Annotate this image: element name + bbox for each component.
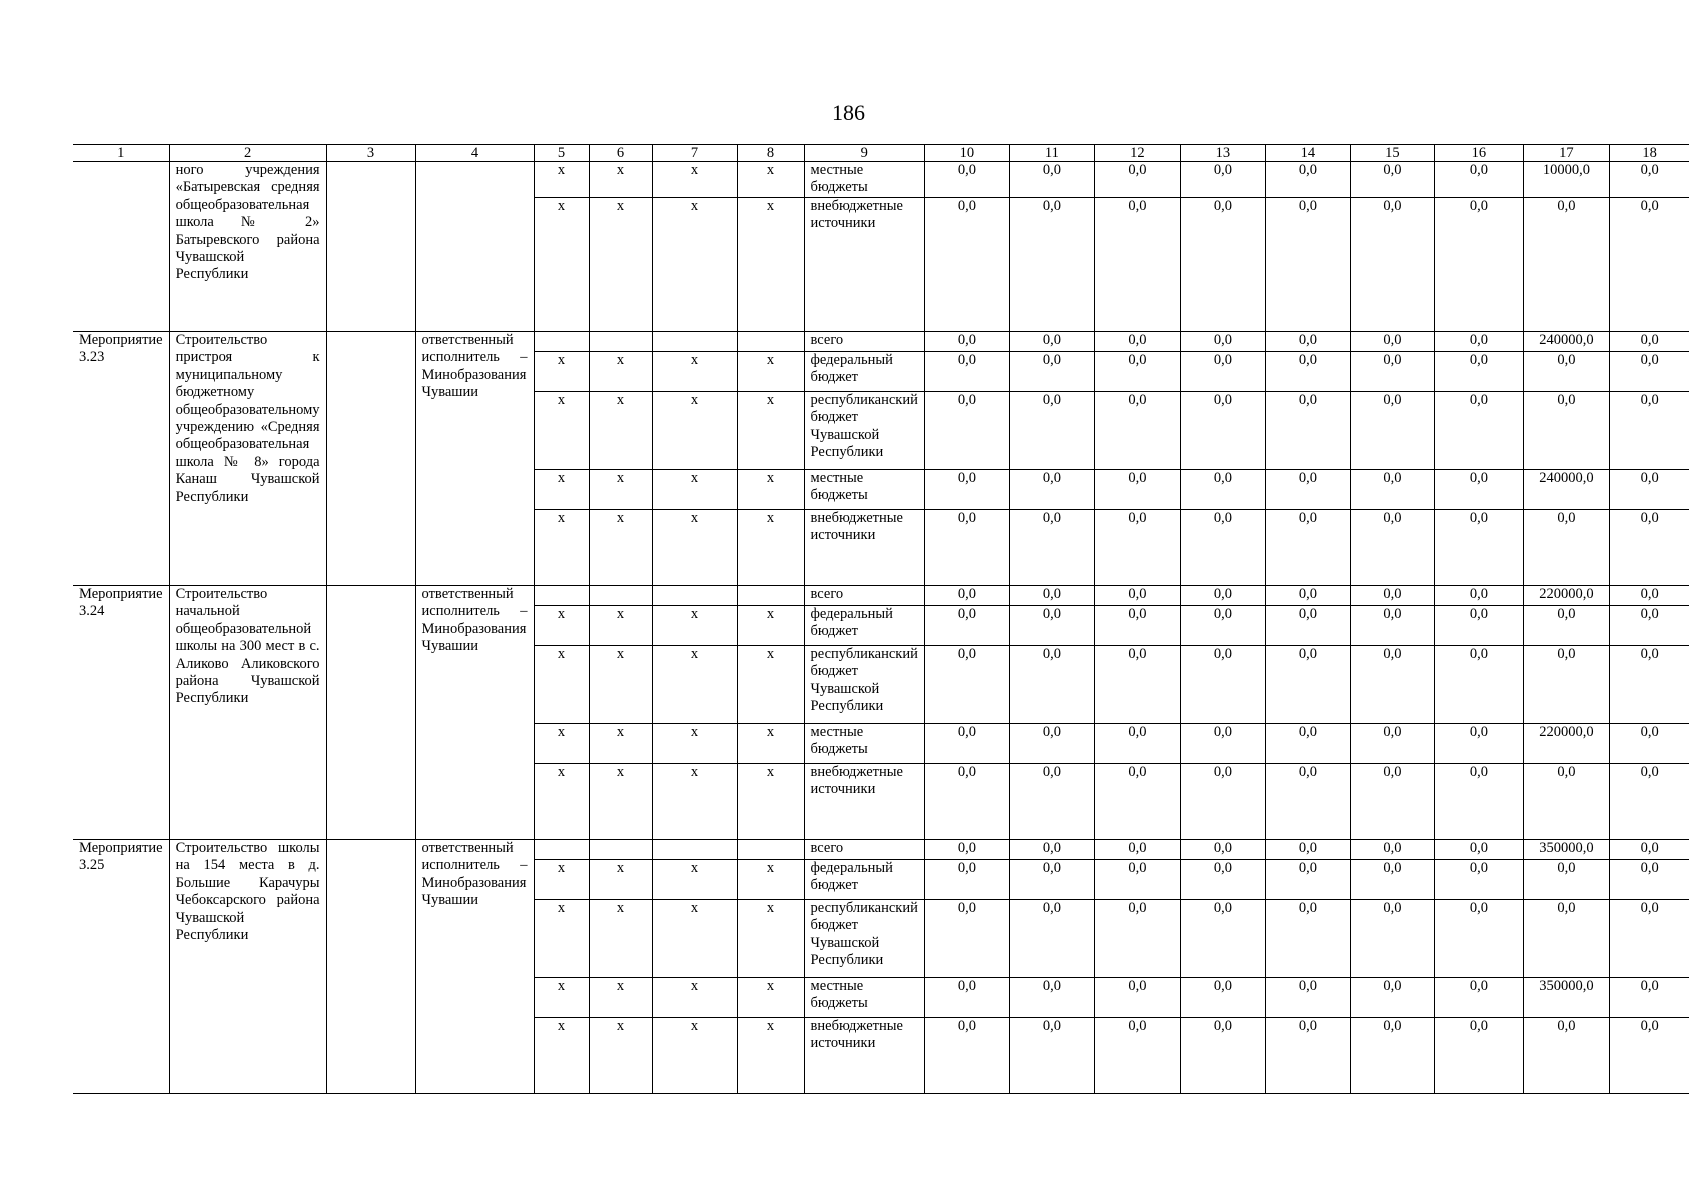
- measure-label-cell: [73, 162, 169, 332]
- value-cell: 240000,0: [1523, 470, 1609, 510]
- value-cell: 0,0: [1009, 352, 1094, 392]
- funding-source-cell: всего: [804, 586, 924, 606]
- table-row: [73, 586, 1689, 606]
- value-cell: 0,0: [1609, 764, 1689, 840]
- column-number: 11: [1009, 145, 1094, 162]
- value-cell: 0,0: [1265, 392, 1350, 470]
- x-mark-cell: x: [534, 764, 589, 840]
- x-mark-cell: [534, 586, 589, 606]
- value-cell: 0,0: [1009, 1018, 1094, 1094]
- value-cell: 0,0: [1434, 510, 1523, 586]
- value-cell: 0,0: [1523, 860, 1609, 900]
- column-number: 4: [415, 145, 534, 162]
- value-cell: 0,0: [1609, 840, 1689, 860]
- measure-label-cell: Мероприятие 3.24: [73, 586, 169, 840]
- value-cell: 0,0: [1609, 332, 1689, 352]
- x-mark-cell: x: [589, 764, 652, 840]
- value-cell: 0,0: [1265, 724, 1350, 764]
- value-cell: 0,0: [1094, 586, 1180, 606]
- x-mark-cell: x: [737, 900, 804, 978]
- column-number: 7: [652, 145, 737, 162]
- value-cell: 0,0: [924, 978, 1009, 1018]
- value-cell: 0,0: [1265, 606, 1350, 646]
- x-mark-cell: x: [737, 978, 804, 1018]
- x-mark-cell: [589, 332, 652, 352]
- column-number: 9: [804, 145, 924, 162]
- value-cell: 0,0: [1180, 646, 1265, 724]
- value-cell: 0,0: [1434, 606, 1523, 646]
- value-cell: 220000,0: [1523, 724, 1609, 764]
- x-mark-cell: x: [652, 352, 737, 392]
- value-cell: 0,0: [1265, 352, 1350, 392]
- funding-source-cell: всего: [804, 840, 924, 860]
- value-cell: 0,0: [924, 332, 1009, 352]
- x-mark-cell: x: [652, 860, 737, 900]
- value-cell: 0,0: [924, 198, 1009, 332]
- value-cell: 0,0: [1265, 860, 1350, 900]
- column-number: 15: [1350, 145, 1434, 162]
- funding-source-cell: всего: [804, 332, 924, 352]
- table-row: [73, 332, 1689, 352]
- value-cell: 0,0: [1009, 470, 1094, 510]
- value-cell: 0,0: [1609, 586, 1689, 606]
- column-number: 17: [1523, 145, 1609, 162]
- x-mark-cell: x: [652, 724, 737, 764]
- x-mark-cell: x: [737, 606, 804, 646]
- x-mark-cell: [737, 332, 804, 352]
- value-cell: 0,0: [1434, 724, 1523, 764]
- x-mark-cell: x: [737, 198, 804, 332]
- value-cell: 0,0: [1434, 646, 1523, 724]
- empty-cell: [326, 840, 415, 1094]
- x-mark-cell: x: [534, 860, 589, 900]
- value-cell: 0,0: [924, 860, 1009, 900]
- value-cell: 0,0: [1094, 978, 1180, 1018]
- x-mark-cell: x: [589, 162, 652, 198]
- responsible-cell: ответственный исполнитель – Минобразования Чувашии: [415, 840, 534, 1094]
- value-cell: 0,0: [1009, 764, 1094, 840]
- x-mark-cell: x: [589, 392, 652, 470]
- x-mark-cell: x: [534, 900, 589, 978]
- value-cell: 0,0: [1265, 586, 1350, 606]
- value-cell: 0,0: [1265, 332, 1350, 352]
- x-mark-cell: x: [534, 606, 589, 646]
- value-cell: 0,0: [1180, 392, 1265, 470]
- value-cell: 0,0: [924, 900, 1009, 978]
- value-cell: 0,0: [1094, 606, 1180, 646]
- value-cell: 0,0: [1265, 470, 1350, 510]
- x-mark-cell: x: [737, 352, 804, 392]
- value-cell: 0,0: [1094, 860, 1180, 900]
- value-cell: 0,0: [1434, 1018, 1523, 1094]
- page-number: 186: [832, 100, 865, 125]
- value-cell: 0,0: [1523, 646, 1609, 724]
- value-cell: 0,0: [1350, 606, 1434, 646]
- x-mark-cell: x: [534, 470, 589, 510]
- value-cell: 0,0: [1094, 646, 1180, 724]
- value-cell: 0,0: [1523, 764, 1609, 840]
- value-cell: 0,0: [1523, 198, 1609, 332]
- value-cell: 0,0: [1009, 724, 1094, 764]
- funding-source-cell: республиканский бюджет Чувашской Республики: [804, 392, 924, 470]
- column-number: 18: [1609, 145, 1689, 162]
- value-cell: 0,0: [1180, 860, 1265, 900]
- x-mark-cell: x: [589, 860, 652, 900]
- value-cell: 0,0: [1009, 510, 1094, 586]
- value-cell: 0,0: [1350, 392, 1434, 470]
- value-cell: 0,0: [924, 162, 1009, 198]
- column-number: 10: [924, 145, 1009, 162]
- column-number: 6: [589, 145, 652, 162]
- column-number: 16: [1434, 145, 1523, 162]
- measure-name-cell: Строительство пристроя к муниципальному бюджетному общеобразовательному учреждению «Средняя общеобразовательная школа № 8» города Канаш Чувашской Республики: [169, 332, 326, 586]
- value-cell: 0,0: [924, 392, 1009, 470]
- funding-source-cell: республиканский бюджет Чувашской Республики: [804, 646, 924, 724]
- column-number: 1: [73, 145, 169, 162]
- value-cell: 0,0: [1094, 764, 1180, 840]
- value-cell: 0,0: [1350, 198, 1434, 332]
- table-row: [73, 840, 1689, 860]
- value-cell: 0,0: [1609, 1018, 1689, 1094]
- value-cell: 0,0: [1523, 352, 1609, 392]
- value-cell: 0,0: [1094, 724, 1180, 764]
- value-cell: 0,0: [1094, 392, 1180, 470]
- x-mark-cell: x: [534, 724, 589, 764]
- value-cell: 0,0: [1609, 352, 1689, 392]
- value-cell: 0,0: [1180, 352, 1265, 392]
- value-cell: 0,0: [1523, 900, 1609, 978]
- column-number: 2: [169, 145, 326, 162]
- column-number: 5: [534, 145, 589, 162]
- x-mark-cell: x: [589, 724, 652, 764]
- value-cell: 350000,0: [1523, 978, 1609, 1018]
- empty-cell: [326, 162, 415, 332]
- value-cell: 0,0: [924, 470, 1009, 510]
- x-mark-cell: x: [652, 900, 737, 978]
- funding-source-cell: внебюджетные источники: [804, 764, 924, 840]
- value-cell: 0,0: [1434, 586, 1523, 606]
- value-cell: 0,0: [1094, 900, 1180, 978]
- x-mark-cell: x: [652, 162, 737, 198]
- x-mark-cell: [534, 332, 589, 352]
- value-cell: 240000,0: [1523, 332, 1609, 352]
- funding-source-cell: внебюджетные источники: [804, 510, 924, 586]
- value-cell: 0,0: [1523, 1018, 1609, 1094]
- value-cell: 0,0: [1180, 900, 1265, 978]
- value-cell: 10000,0: [1523, 162, 1609, 198]
- value-cell: 0,0: [1180, 470, 1265, 510]
- funding-source-cell: местные бюджеты: [804, 162, 924, 198]
- x-mark-cell: x: [652, 646, 737, 724]
- value-cell: 0,0: [1180, 586, 1265, 606]
- x-mark-cell: x: [589, 1018, 652, 1094]
- funding-source-cell: местные бюджеты: [804, 724, 924, 764]
- x-mark-cell: x: [737, 392, 804, 470]
- value-cell: 0,0: [1265, 764, 1350, 840]
- x-mark-cell: x: [589, 606, 652, 646]
- funding-source-cell: республиканский бюджет Чувашской Республики: [804, 900, 924, 978]
- x-mark-cell: x: [737, 510, 804, 586]
- column-number: 12: [1094, 145, 1180, 162]
- value-cell: 0,0: [1609, 162, 1689, 198]
- value-cell: 0,0: [1609, 978, 1689, 1018]
- column-number-row: [73, 145, 1689, 162]
- funding-source-cell: федеральный бюджет: [804, 860, 924, 900]
- x-mark-cell: x: [737, 860, 804, 900]
- x-mark-cell: [737, 840, 804, 860]
- x-mark-cell: x: [534, 352, 589, 392]
- value-cell: 0,0: [1350, 724, 1434, 764]
- x-mark-cell: [534, 840, 589, 860]
- value-cell: 0,0: [1350, 900, 1434, 978]
- value-cell: 0,0: [1094, 840, 1180, 860]
- value-cell: 0,0: [924, 586, 1009, 606]
- measure-label-cell: Мероприятие 3.25: [73, 840, 169, 1094]
- funding-source-cell: федеральный бюджет: [804, 606, 924, 646]
- value-cell: 220000,0: [1523, 586, 1609, 606]
- x-mark-cell: x: [652, 510, 737, 586]
- value-cell: 0,0: [924, 840, 1009, 860]
- value-cell: 0,0: [1094, 510, 1180, 586]
- value-cell: 0,0: [1094, 198, 1180, 332]
- value-cell: 0,0: [1434, 978, 1523, 1018]
- funding-source-cell: местные бюджеты: [804, 470, 924, 510]
- value-cell: 0,0: [1434, 198, 1523, 332]
- value-cell: 0,0: [1265, 840, 1350, 860]
- x-mark-cell: x: [652, 978, 737, 1018]
- x-mark-cell: x: [737, 162, 804, 198]
- value-cell: 0,0: [1265, 978, 1350, 1018]
- value-cell: 0,0: [1265, 198, 1350, 332]
- value-cell: 0,0: [1350, 470, 1434, 510]
- value-cell: 0,0: [1180, 510, 1265, 586]
- value-cell: 0,0: [1180, 332, 1265, 352]
- table-row: [73, 162, 1689, 198]
- value-cell: 0,0: [1350, 978, 1434, 1018]
- x-mark-cell: x: [589, 470, 652, 510]
- value-cell: 0,0: [1609, 392, 1689, 470]
- value-cell: 0,0: [1434, 332, 1523, 352]
- value-cell: 0,0: [1350, 1018, 1434, 1094]
- funding-source-cell: федеральный бюджет: [804, 352, 924, 392]
- x-mark-cell: [737, 586, 804, 606]
- x-mark-cell: x: [589, 510, 652, 586]
- value-cell: 0,0: [1434, 764, 1523, 840]
- x-mark-cell: x: [534, 510, 589, 586]
- value-cell: 0,0: [1434, 840, 1523, 860]
- value-cell: 0,0: [924, 1018, 1009, 1094]
- column-number: 14: [1265, 145, 1350, 162]
- value-cell: 0,0: [1523, 606, 1609, 646]
- x-mark-cell: [589, 840, 652, 860]
- x-mark-cell: x: [737, 724, 804, 764]
- x-mark-cell: [652, 586, 737, 606]
- value-cell: 0,0: [1609, 470, 1689, 510]
- value-cell: 0,0: [1350, 162, 1434, 198]
- value-cell: 0,0: [1265, 510, 1350, 586]
- value-cell: 0,0: [1009, 860, 1094, 900]
- measure-name-cell: Строительство начальной общеобразовательной школы на 300 мест в с. Аликово Аликовского района Чувашской Республики: [169, 586, 326, 840]
- x-mark-cell: x: [589, 198, 652, 332]
- value-cell: 0,0: [1265, 1018, 1350, 1094]
- x-mark-cell: x: [534, 198, 589, 332]
- funding-source-cell: внебюджетные источники: [804, 1018, 924, 1094]
- x-mark-cell: x: [534, 646, 589, 724]
- value-cell: 0,0: [1434, 860, 1523, 900]
- value-cell: 0,0: [1180, 978, 1265, 1018]
- x-mark-cell: x: [652, 764, 737, 840]
- value-cell: 0,0: [1265, 900, 1350, 978]
- value-cell: 0,0: [1434, 162, 1523, 198]
- value-cell: 0,0: [1009, 646, 1094, 724]
- x-mark-cell: x: [737, 646, 804, 724]
- value-cell: 0,0: [1350, 860, 1434, 900]
- value-cell: 0,0: [1609, 900, 1689, 978]
- x-mark-cell: x: [652, 470, 737, 510]
- value-cell: 0,0: [924, 764, 1009, 840]
- value-cell: 0,0: [1265, 162, 1350, 198]
- value-cell: 0,0: [1009, 392, 1094, 470]
- value-cell: 0,0: [924, 724, 1009, 764]
- table-body: [73, 162, 1689, 1094]
- value-cell: 0,0: [1434, 352, 1523, 392]
- value-cell: 0,0: [1350, 840, 1434, 860]
- value-cell: 0,0: [1434, 470, 1523, 510]
- responsible-cell: ответственный исполнитель – Минобразования Чувашии: [415, 332, 534, 586]
- x-mark-cell: x: [589, 978, 652, 1018]
- value-cell: 0,0: [1094, 352, 1180, 392]
- column-number: 13: [1180, 145, 1265, 162]
- x-mark-cell: x: [589, 646, 652, 724]
- value-cell: 0,0: [1609, 198, 1689, 332]
- column-number: 8: [737, 145, 804, 162]
- value-cell: 0,0: [1609, 860, 1689, 900]
- x-mark-cell: [652, 840, 737, 860]
- empty-cell: [326, 332, 415, 586]
- x-mark-cell: [652, 332, 737, 352]
- x-mark-cell: x: [652, 606, 737, 646]
- responsible-cell: ответственный исполнитель – Минобразования Чувашии: [415, 586, 534, 840]
- x-mark-cell: x: [534, 978, 589, 1018]
- value-cell: 0,0: [1180, 764, 1265, 840]
- x-mark-cell: x: [652, 198, 737, 332]
- value-cell: 0,0: [1350, 352, 1434, 392]
- value-cell: 0,0: [1009, 840, 1094, 860]
- value-cell: 0,0: [1009, 162, 1094, 198]
- x-mark-cell: x: [737, 470, 804, 510]
- x-mark-cell: x: [589, 900, 652, 978]
- value-cell: 0,0: [924, 510, 1009, 586]
- measure-label-cell: Мероприятие 3.23: [73, 332, 169, 586]
- value-cell: 0,0: [1609, 724, 1689, 764]
- value-cell: 0,0: [1009, 606, 1094, 646]
- value-cell: 0,0: [1609, 510, 1689, 586]
- value-cell: 0,0: [1009, 332, 1094, 352]
- x-mark-cell: x: [737, 764, 804, 840]
- value-cell: 0,0: [1180, 724, 1265, 764]
- program-table: [73, 144, 1689, 1094]
- value-cell: 0,0: [1350, 510, 1434, 586]
- value-cell: 0,0: [924, 646, 1009, 724]
- value-cell: 0,0: [1180, 162, 1265, 198]
- funding-source-cell: внебюджетные источники: [804, 198, 924, 332]
- value-cell: 350000,0: [1523, 840, 1609, 860]
- value-cell: 0,0: [924, 606, 1009, 646]
- value-cell: 0,0: [1094, 1018, 1180, 1094]
- value-cell: 0,0: [1180, 1018, 1265, 1094]
- column-number: 3: [326, 145, 415, 162]
- responsible-cell: [415, 162, 534, 332]
- value-cell: 0,0: [1094, 470, 1180, 510]
- value-cell: 0,0: [1094, 332, 1180, 352]
- x-mark-cell: x: [534, 162, 589, 198]
- value-cell: 0,0: [924, 352, 1009, 392]
- value-cell: 0,0: [1009, 978, 1094, 1018]
- value-cell: 0,0: [1609, 606, 1689, 646]
- value-cell: 0,0: [1350, 332, 1434, 352]
- value-cell: 0,0: [1434, 900, 1523, 978]
- value-cell: 0,0: [1009, 586, 1094, 606]
- x-mark-cell: x: [652, 1018, 737, 1094]
- x-mark-cell: [589, 586, 652, 606]
- x-mark-cell: x: [589, 352, 652, 392]
- value-cell: 0,0: [1350, 646, 1434, 724]
- value-cell: 0,0: [1434, 392, 1523, 470]
- measure-name-cell: ного учреждения «Батыревская средняя общеобразовательная школа № 2» Батыревского района Чувашской Республики: [169, 162, 326, 332]
- measure-name-cell: Строительство школы на 154 места в д. Большие Карачуры Чебоксарского района Чувашской Республики: [169, 840, 326, 1094]
- value-cell: 0,0: [1180, 840, 1265, 860]
- value-cell: 0,0: [1009, 900, 1094, 978]
- value-cell: 0,0: [1265, 646, 1350, 724]
- x-mark-cell: x: [737, 1018, 804, 1094]
- value-cell: 0,0: [1523, 392, 1609, 470]
- x-mark-cell: x: [534, 392, 589, 470]
- value-cell: 0,0: [1180, 198, 1265, 332]
- funding-source-cell: местные бюджеты: [804, 978, 924, 1018]
- value-cell: 0,0: [1523, 510, 1609, 586]
- value-cell: 0,0: [1609, 646, 1689, 724]
- value-cell: 0,0: [1009, 198, 1094, 332]
- value-cell: 0,0: [1350, 586, 1434, 606]
- empty-cell: [326, 586, 415, 840]
- x-mark-cell: x: [652, 392, 737, 470]
- value-cell: 0,0: [1094, 162, 1180, 198]
- value-cell: 0,0: [1180, 606, 1265, 646]
- value-cell: 0,0: [1350, 764, 1434, 840]
- x-mark-cell: x: [534, 1018, 589, 1094]
